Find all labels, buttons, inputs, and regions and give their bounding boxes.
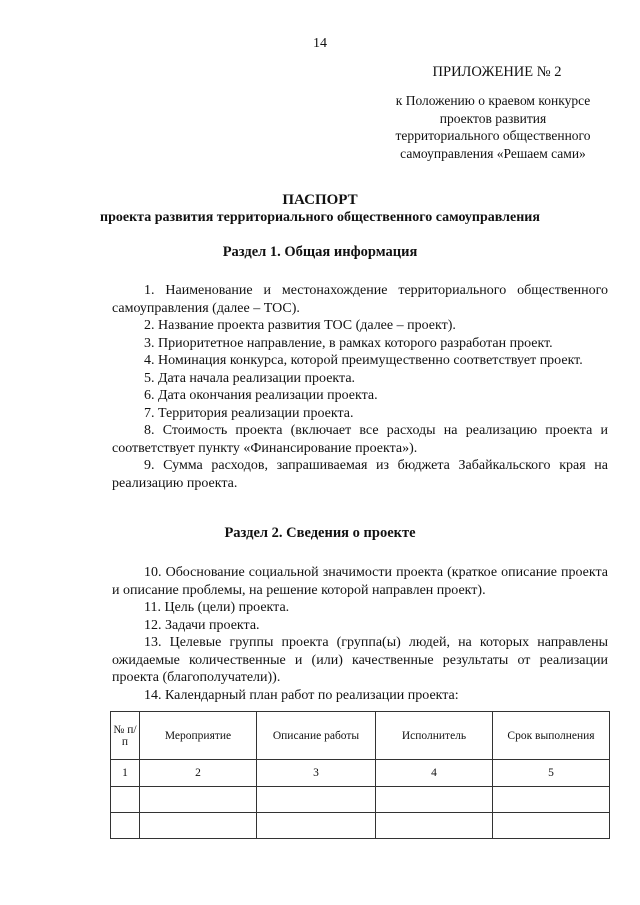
list-item: 5. Дата начала реализации проекта. — [144, 370, 356, 386]
table-row — [111, 787, 610, 813]
table-cell — [376, 813, 493, 839]
list-item: 3. Приоритетное направление, в рамках которого разработан проект. — [144, 335, 553, 351]
table-cell: 5 — [493, 760, 610, 787]
document-subtitle: проекта развития территориального общественного самоуправления — [100, 210, 540, 225]
list-item: 14. Календарный план работ по реализации проекта: — [144, 687, 459, 703]
table-cell — [140, 787, 257, 813]
section2-heading: Раздел 2. Сведения о проекте — [224, 525, 416, 541]
list-item: 2. Название проекта развития ТОС (далее – проект). — [144, 318, 456, 333]
table-cell: 2 — [140, 760, 257, 787]
appendix-line: к Положению о краевом конкурсе — [395, 93, 591, 108]
list-item: 10. Обоснование социальной значимости проекта (краткое описание проекта и описание проблемы, на решение которой направлен проект). — [112, 565, 608, 598]
section1-heading: Раздел 1. Общая информация — [222, 244, 418, 260]
table-cell: 4 — [376, 760, 493, 787]
appendix-line: самоуправления «Решаем сами» — [400, 145, 586, 161]
list-item: 1. Наименование и местонахождение территориального общественного самоуправления (далее – ТОС). — [112, 283, 608, 316]
table-cell — [376, 787, 493, 813]
appendix-line: территориального общественного — [395, 128, 591, 143]
table-cell — [493, 787, 610, 813]
list-item: 12. Задачи проекта. — [144, 617, 260, 633]
table-header-row — [111, 712, 610, 760]
list-item: 6. Дата окончания реализации проекта. — [144, 388, 378, 403]
section1-body — [112, 282, 608, 492]
table-cell — [111, 813, 140, 839]
list-item: 11. Цель (цели) проекта. — [144, 600, 290, 615]
list-item: 13. Целевые группы проекта (группа(ы) людей, на которых направлены ожидаемые количественные и (или) качественные результаты от реализации проекта (благополучатели)). — [112, 635, 608, 685]
list-item: 9. Сумма расходов, запрашиваемая из бюджета Забайкальского края на реализацию проекта. — [112, 458, 608, 491]
calendar-plan-table — [110, 711, 610, 839]
section2-body — [112, 564, 608, 704]
table-row — [111, 813, 610, 839]
table-cell — [257, 813, 376, 839]
table-header-cell: Описание работы — [257, 712, 376, 760]
table-header-cell: № п/п — [111, 712, 140, 760]
appendix-line: проектов развития — [439, 110, 547, 126]
list-item: 8. Стоимость проекта (включает все расходы на реализацию проекта и соответствует пункту «Финансирование проекта»). — [112, 423, 608, 456]
table-header-cell: Срок выполнения — [493, 712, 610, 760]
document-title: ПАСПОРТ — [282, 192, 358, 208]
list-item: 4. Номинация конкурса, которой преимущественно соответствует проект. — [144, 353, 583, 368]
table-row — [111, 760, 610, 787]
appendix-title: ПРИЛОЖЕНИЕ № 2 — [432, 64, 562, 80]
table-cell: 1 — [111, 760, 140, 787]
table-cell: 3 — [257, 760, 376, 787]
page-number: 14 — [313, 36, 327, 51]
table-cell — [111, 787, 140, 813]
table-cell — [257, 787, 376, 813]
table-cell — [493, 813, 610, 839]
table-header-cell: Мероприятие — [140, 712, 257, 760]
table-cell — [140, 813, 257, 839]
appendix-subtitle — [368, 92, 618, 162]
table-header-cell: Исполнитель — [376, 712, 493, 760]
list-item: 7. Территория реализации проекта. — [144, 405, 354, 421]
